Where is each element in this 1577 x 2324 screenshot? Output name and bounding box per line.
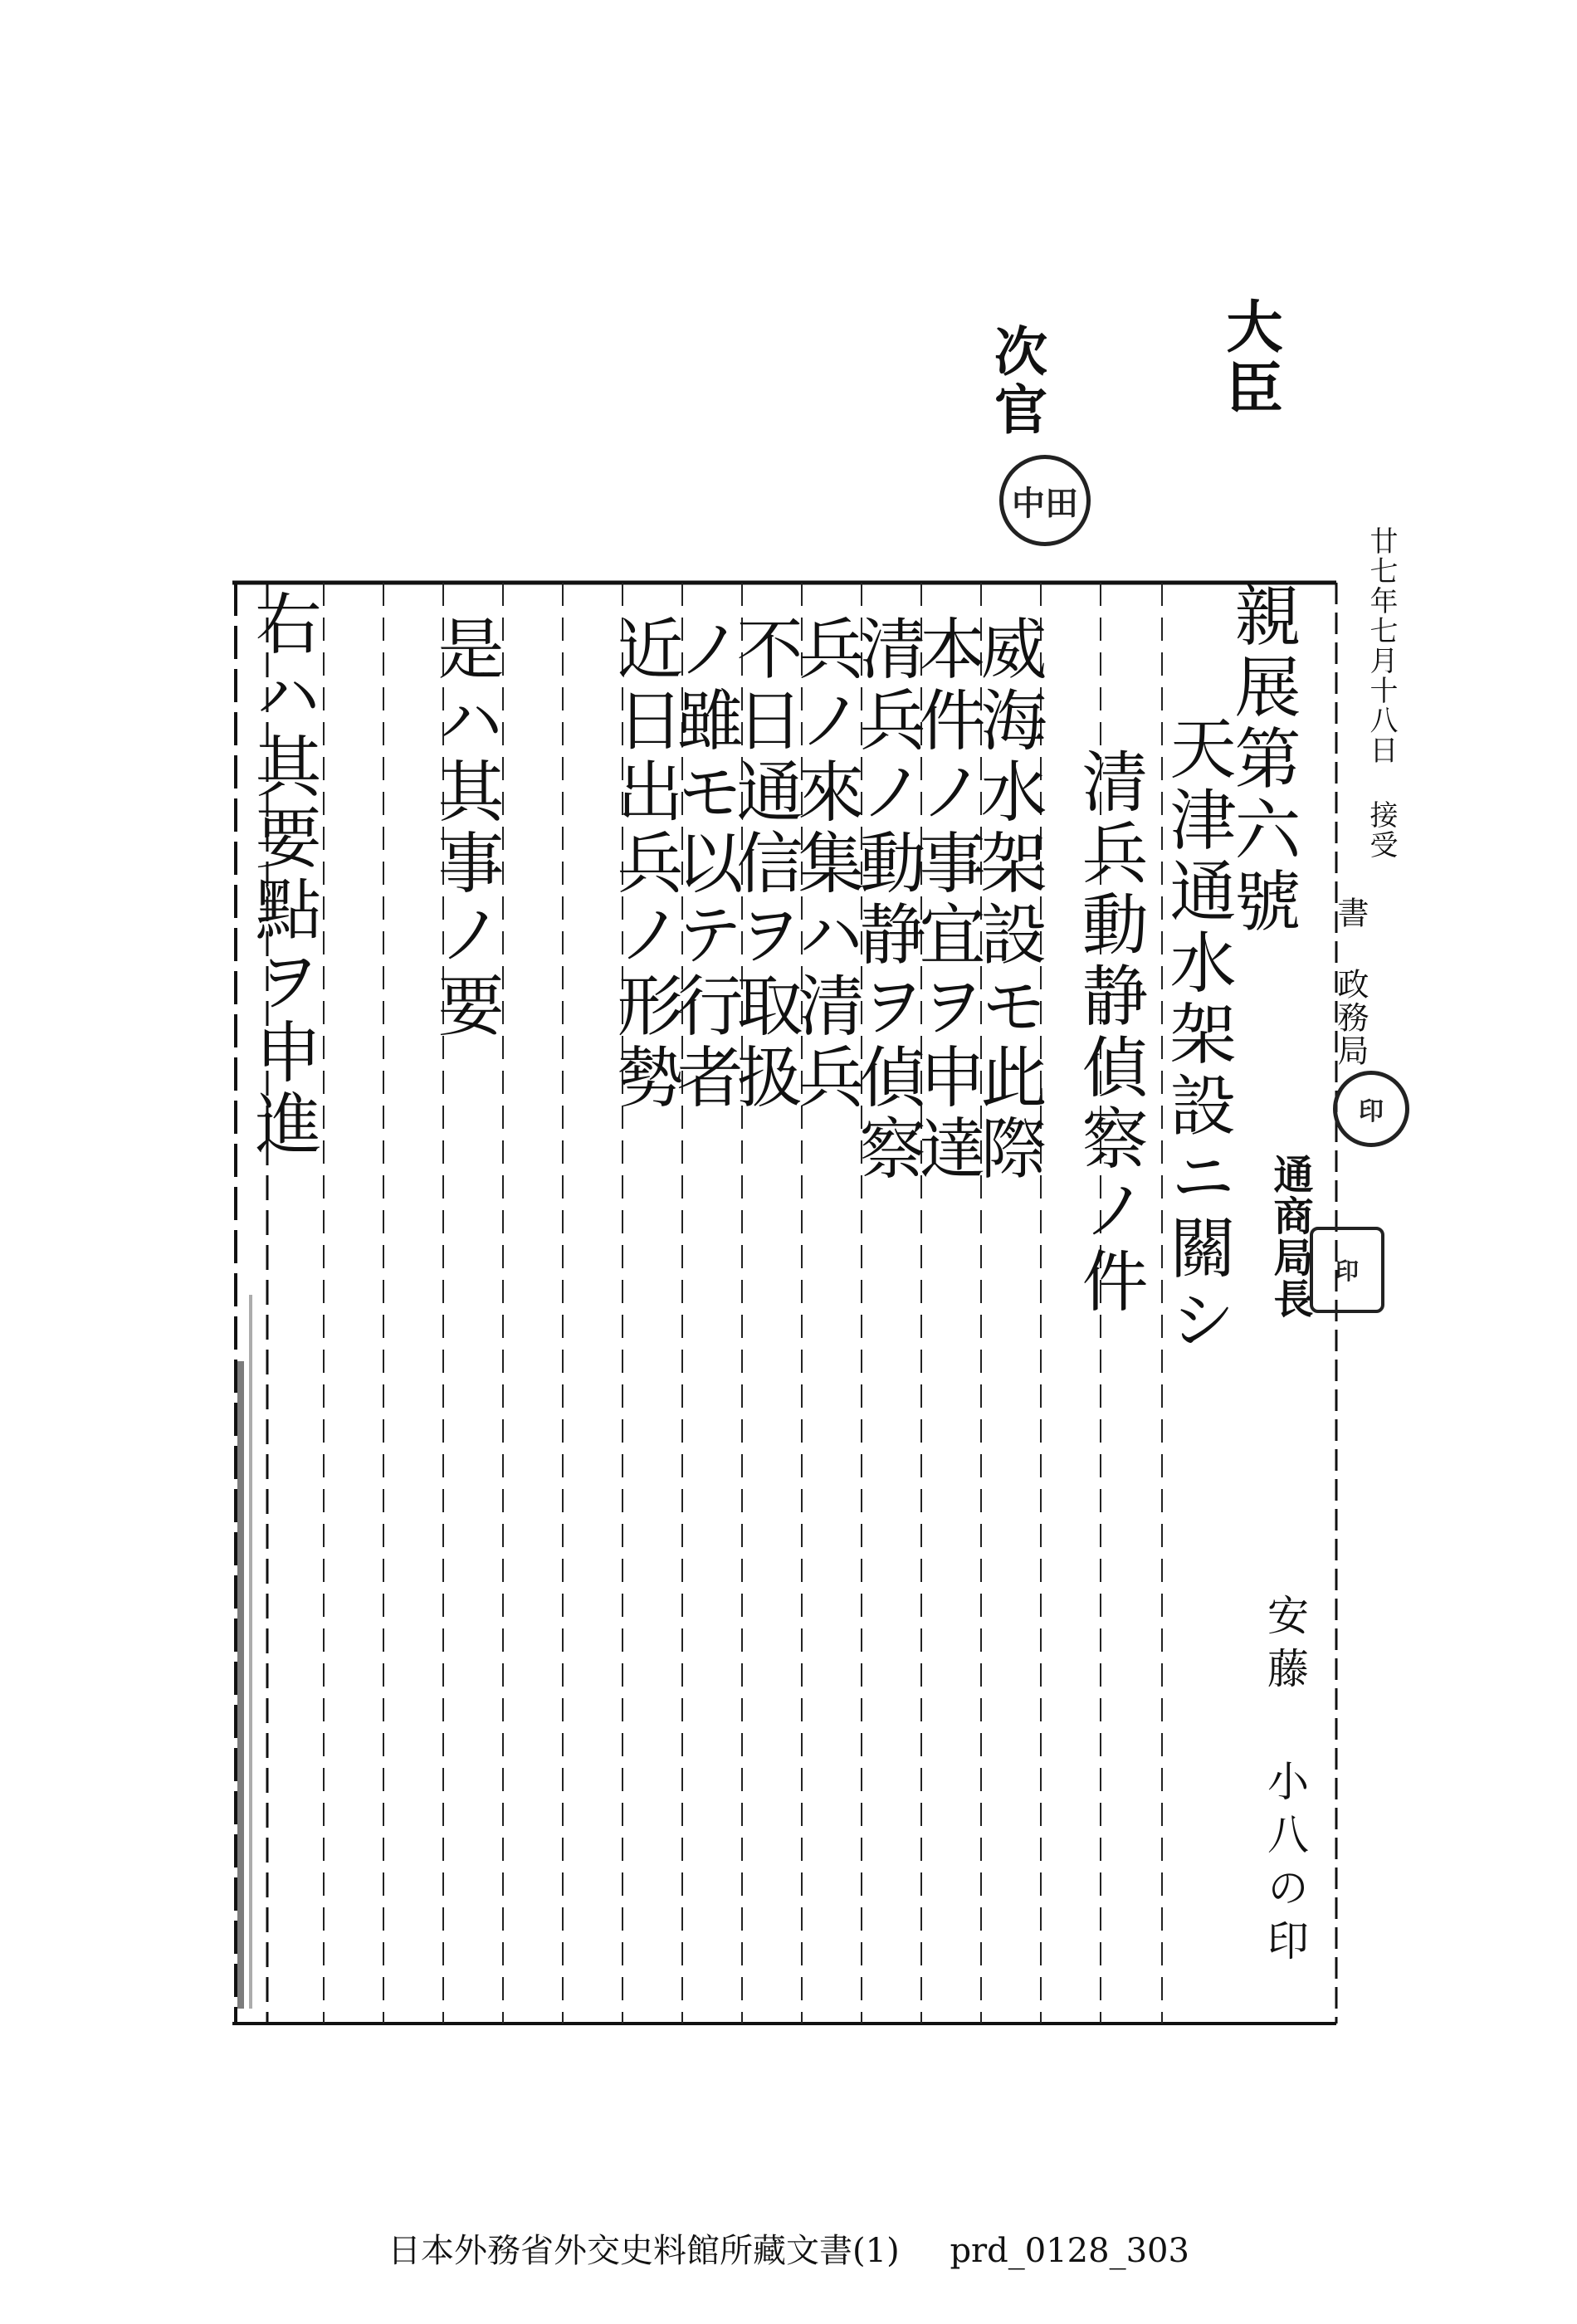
footer-id: prd_0128_303: [950, 2232, 1189, 2270]
document-line: 近日出兵ノ形勢: [606, 614, 683, 1114]
document-line: 清兵動静偵察ノ件: [1071, 747, 1148, 1318]
signature-margin: 安藤 小八の印: [1261, 1594, 1309, 1972]
document-line: 是ハ其事ノ要: [427, 614, 504, 1042]
seal-main: 中田: [999, 455, 1091, 546]
seal-square: 印: [1310, 1227, 1384, 1313]
vice-minister-stamp: 次官: [985, 324, 1047, 440]
seal-right: 印: [1333, 1071, 1409, 1147]
document-line: 威海水架設モ此際: [969, 614, 1047, 1185]
footer-caption: [0, 2224, 1577, 2272]
footer-source: 日本外務省外交史料館所藏文書(1): [388, 2232, 900, 2270]
left-margin-smudge: [237, 1295, 252, 2009]
date-received-stamp: 廿七年七月十八日 接受: [1365, 526, 1398, 860]
document-line: ノ雖モ以テ行者: [666, 614, 743, 1114]
minister-stamp: 大臣: [1217, 297, 1283, 420]
bureau-head-stamp: 通商局長: [1267, 1154, 1313, 1320]
document-line: 清兵ノ動静ヲ偵察: [848, 614, 925, 1185]
document-line: 天津通水架設ニ關シ: [1159, 714, 1236, 1356]
document-line: 不日通信ヲ取扱: [725, 614, 803, 1114]
bureau-stamp: 書 政務局: [1332, 896, 1369, 1067]
document-line: 親展第六號: [1223, 581, 1301, 938]
document-line: 右ハ其要點ヲ申進: [244, 589, 321, 1160]
document-line: 本件ノ事宜ヲ申達: [908, 614, 985, 1185]
document-line: 兵ノ來集ハ清兵: [787, 614, 864, 1114]
